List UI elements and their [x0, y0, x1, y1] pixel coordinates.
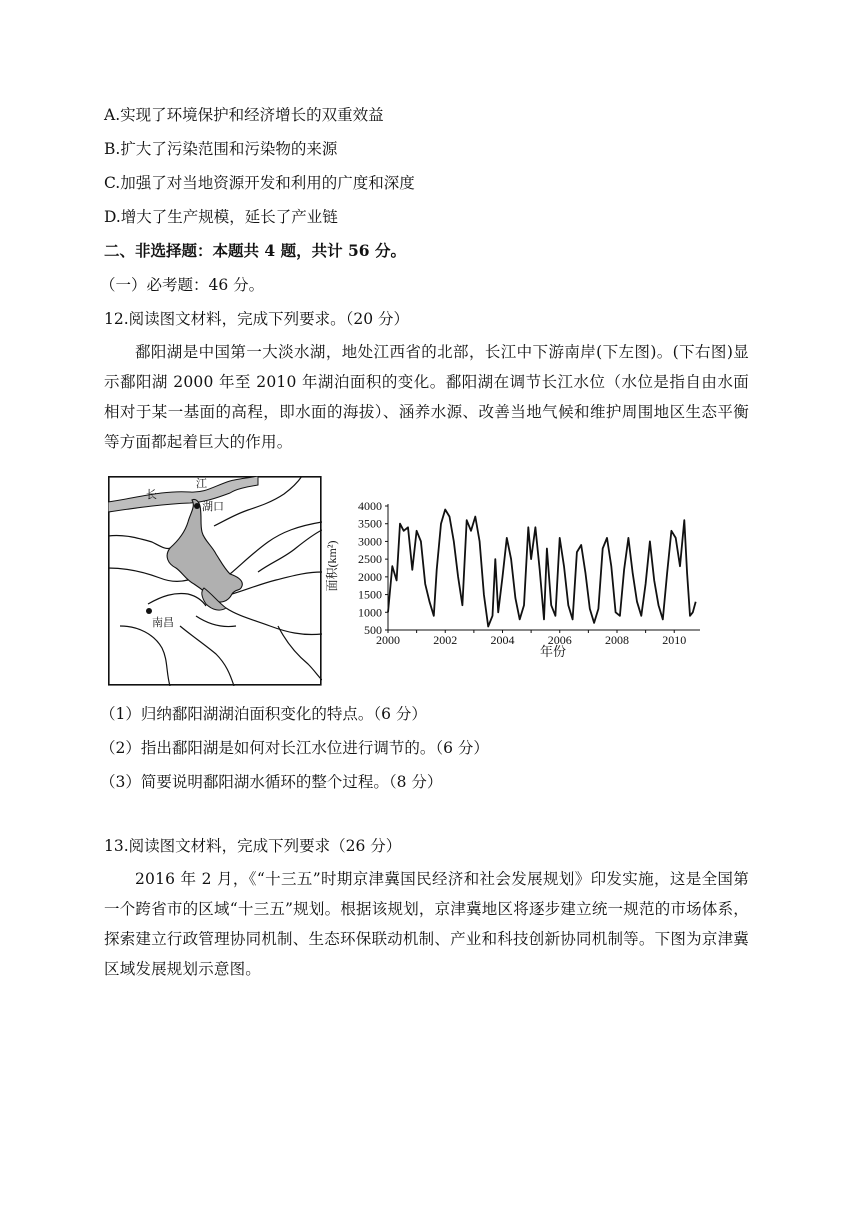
label-chang: 长 — [146, 488, 157, 501]
chart-xlabel: 年份 — [539, 644, 567, 659]
option-c: C.加强了对当地资源开发和利用的广度和深度 — [104, 174, 415, 192]
x-tick-label: 2004 — [490, 633, 515, 647]
q13-material: 2016 年 2 月，《“十三五”时期京津冀国民经济和社会发展规划》印发实施，这是全国第一个跨省市的区域“十三五”规划。根据该规划，京津冀地区将逐步建立统一规范的市场体系，探索建立行政管理协同机制、生态环保联动机制、产业和科技创新协同机制等。下图为京津冀区域发展规划示意图。 — [104, 870, 749, 978]
x-tick-label: 2010 — [662, 633, 687, 647]
section-subheading: （一）必考题：46 分。 — [100, 276, 265, 294]
y-tick-label: 1500 — [358, 587, 382, 602]
hukou-marker — [194, 503, 200, 509]
x-tick-label: 2002 — [433, 633, 458, 647]
x-tick-label: 2008 — [604, 633, 629, 647]
q12-material: 鄱阳湖是中国第一大淡水湖，地处江西省的北部，长江中下游南岸(下左图)。(下右图)显示鄱阳湖 2000 年至 2010 年湖泊面积的变化。鄱阳湖在调节长江水位（水位是指自由水面相对于某一基面的高程，即水面的海拔）、涵养水源、改善当地气候和维护周围地区生态平衡等方面都起着巨大的作用。 — [104, 343, 749, 451]
option-a: A.实现了环境保护和经济增长的双重效益 — [104, 106, 384, 124]
nanchang-marker — [146, 608, 152, 614]
q12-question-3: （3）简要说明鄱阳湖水循环的整个过程。（8 分） — [100, 773, 443, 791]
area-series-line — [388, 510, 696, 627]
q13-title: 13.阅读图文材料，完成下列要求（26 分） — [104, 837, 402, 855]
q12-question-2: （2）指出鄱阳湖是如何对长江水位进行调节的。（6 分） — [100, 739, 489, 757]
lake-area-chart — [324, 496, 714, 662]
x-tick-label: 2000 — [376, 633, 400, 647]
section-heading: 二、非选择题：本题共 4 题，共计 56 分。 — [104, 241, 406, 260]
option-b: B.扩大了污染范围和污染物的来源 — [104, 140, 338, 158]
option-d: D.增大了生产规模，延长了产业链 — [104, 208, 338, 226]
label-nanchang: 南昌 — [152, 616, 174, 629]
y-tick-label: 4000 — [358, 499, 382, 513]
y-tick-label: 2000 — [358, 569, 382, 584]
y-tick-label: 3000 — [358, 534, 382, 549]
label-jiang: 江 — [196, 477, 207, 490]
y-tick-label: 1000 — [358, 605, 382, 620]
y-tick-label: 500 — [364, 623, 382, 637]
x-tick-label: 2006 — [547, 633, 572, 647]
poyang-lake-map — [108, 476, 322, 686]
y-tick-label: 3500 — [358, 516, 382, 531]
y-tick-label: 2500 — [358, 552, 382, 567]
q12-title: 12.阅读图文材料，完成下列要求。（20 分） — [104, 310, 410, 328]
label-hukou: 湖口 — [202, 500, 224, 513]
chart-ylabel: 面积(km²) — [325, 540, 339, 592]
q12-question-1: （1）归纳鄱阳湖湖泊面积变化的特点。（6 分） — [100, 705, 427, 723]
